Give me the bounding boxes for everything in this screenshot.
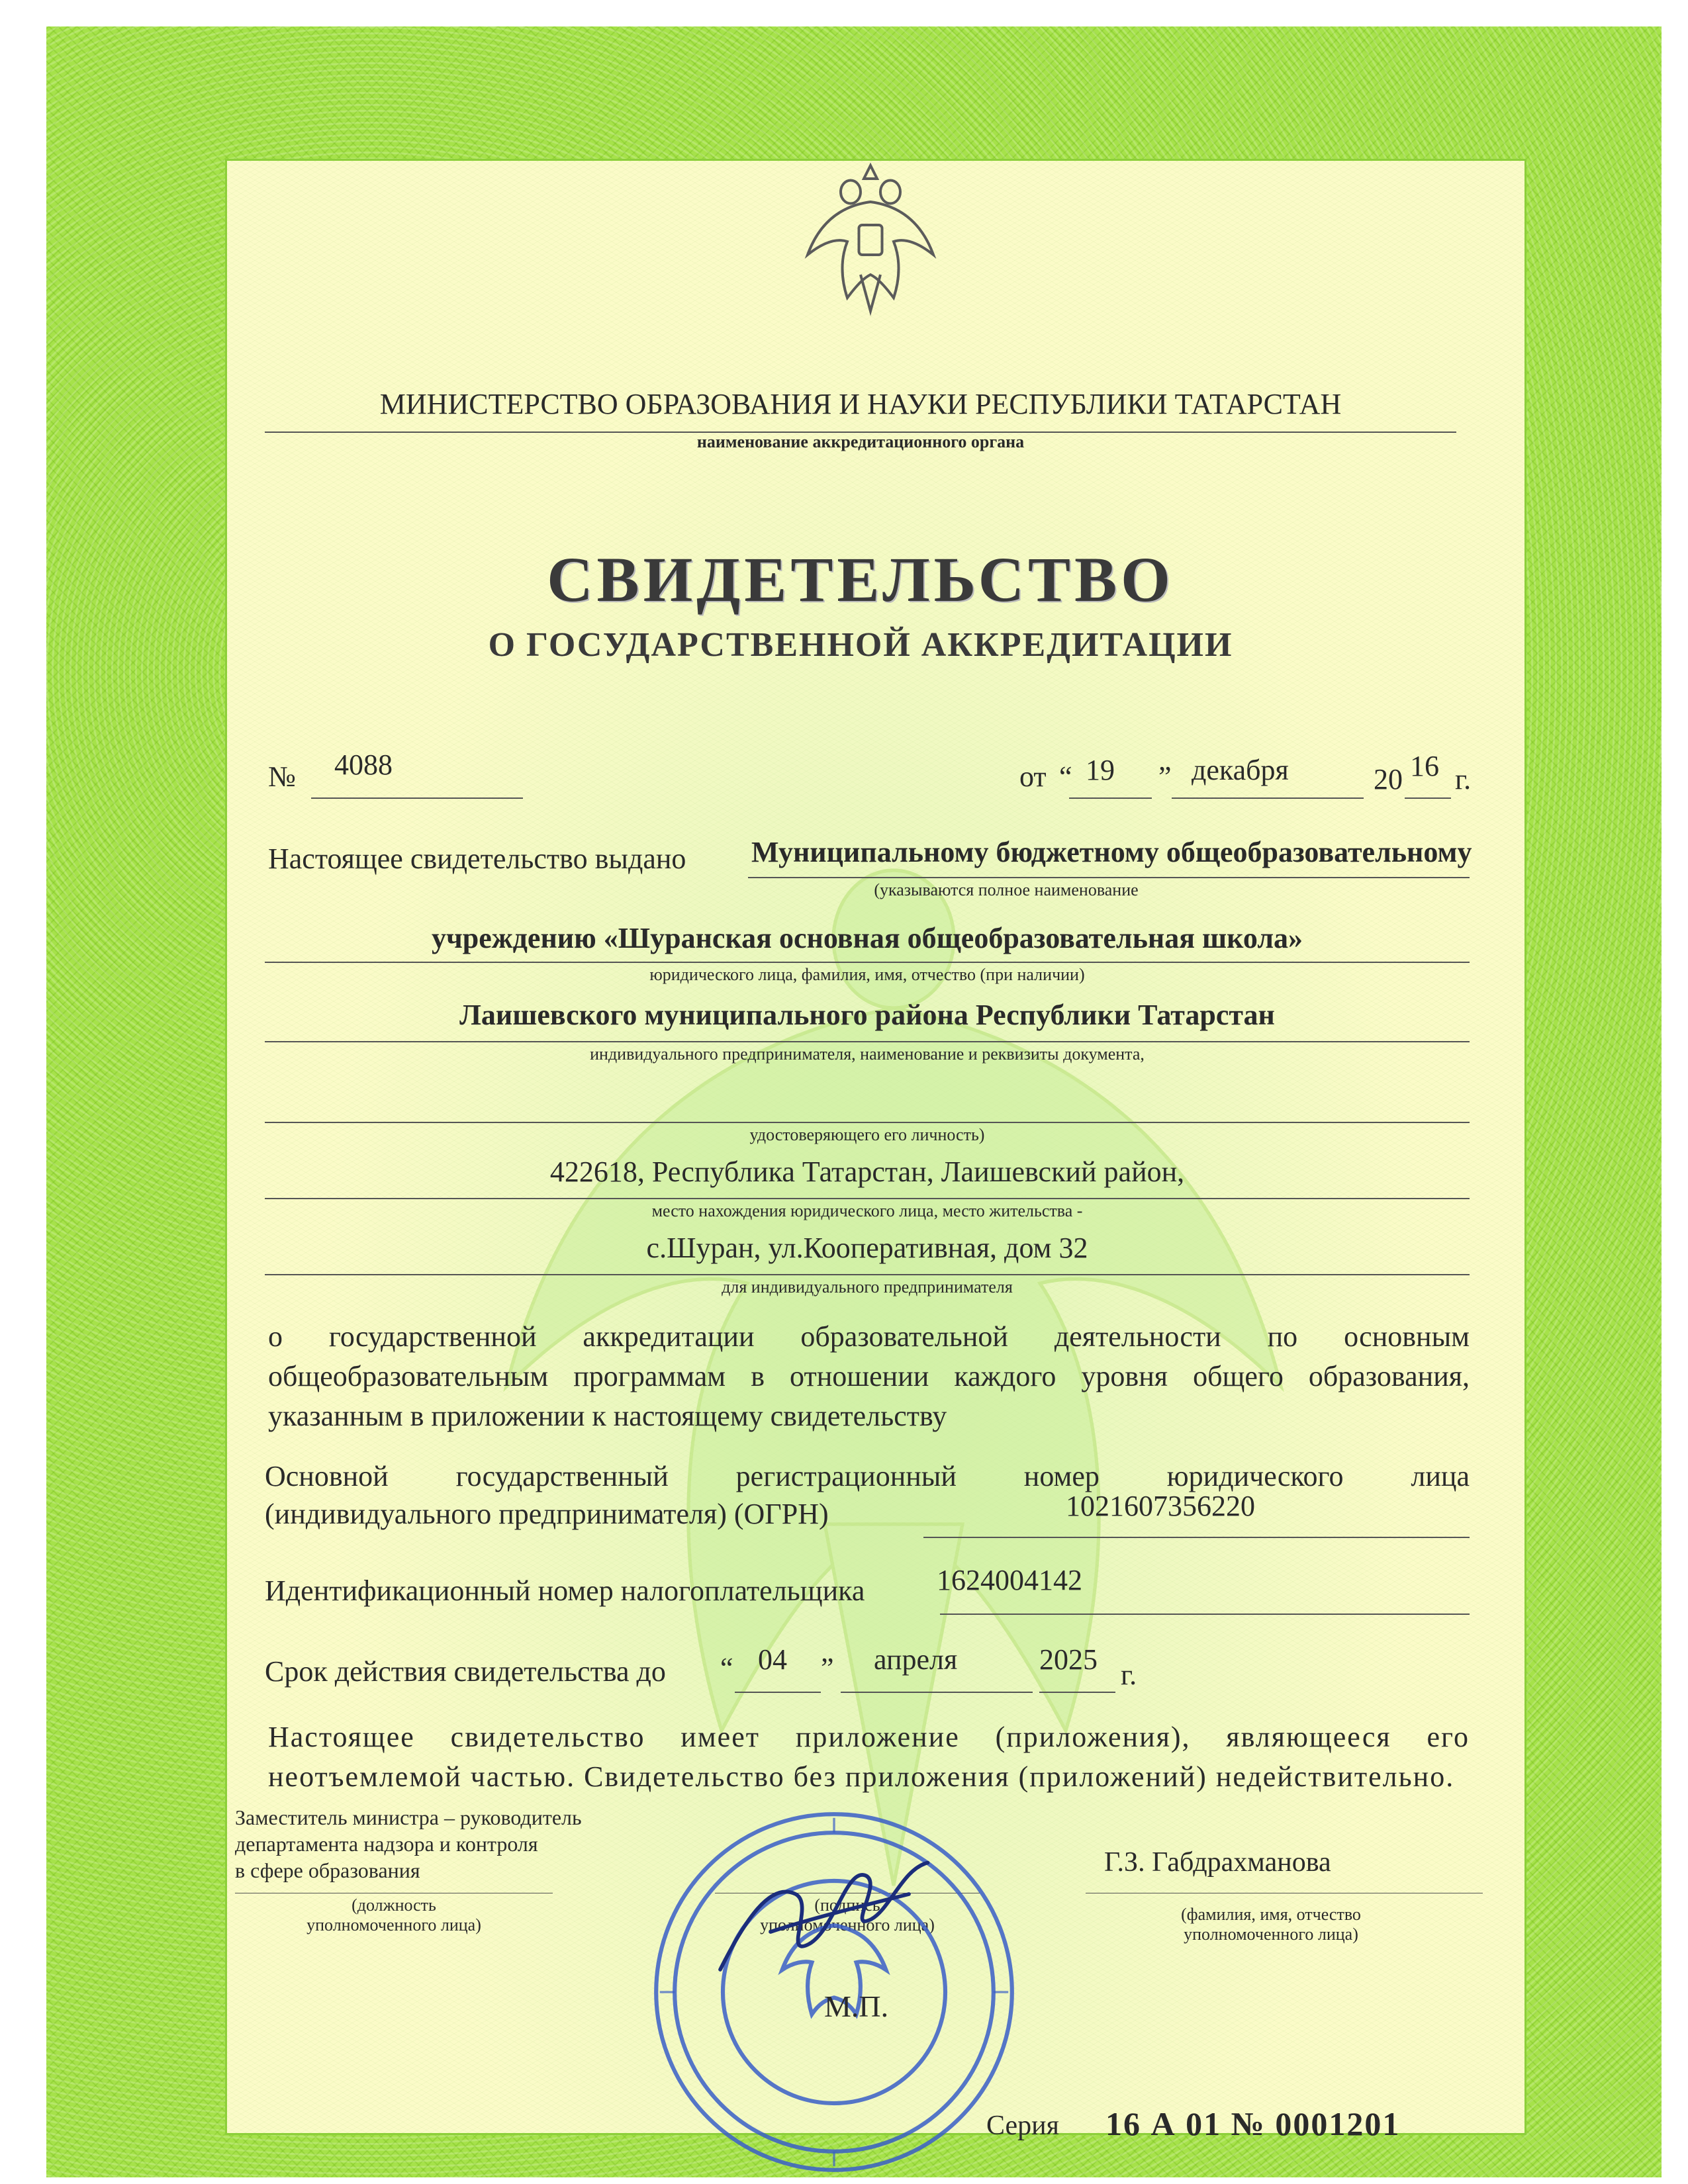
address-hint-2: для индивидуального предпринимателя: [722, 1277, 1013, 1297]
issued-hint-4: удостоверяющего его личность): [749, 1125, 985, 1144]
issued-underline-3: [265, 1041, 1470, 1042]
coat-of-arms-icon: [788, 152, 953, 318]
ogrn-label-line-1: Основной государственный регистрационный номер юридического лица: [265, 1460, 1470, 1492]
validity-open-quote: “: [720, 1652, 733, 1684]
date-year-suffix: 16: [1410, 750, 1439, 782]
position-line-2: департамента надзора и контроля: [235, 1832, 538, 1856]
validity-label: Срок действия свидетельства до: [265, 1655, 666, 1688]
number-label: №: [268, 760, 296, 793]
address-underline-1: [265, 1198, 1470, 1199]
date-day-underline: [1069, 797, 1152, 799]
inn-underline: [940, 1614, 1470, 1615]
signatory-name: Г.З. Габдрахманова: [1104, 1847, 1331, 1878]
certificate-subtitle: О ГОСУДАРСТВЕННОЙ АККРЕДИТАЦИИ: [488, 626, 1233, 664]
validity-month: апреля: [874, 1643, 958, 1676]
issued-underline-2: [265, 962, 1470, 963]
validity-suffix: г.: [1121, 1659, 1137, 1691]
issued-line-3: Лаишевского муниципального района Республики Татарстан: [459, 999, 1275, 1031]
date-prefix: от: [1019, 760, 1047, 793]
date-close-quote: ”: [1158, 760, 1172, 793]
date-day: 19: [1086, 754, 1115, 786]
series-number: 16 А 01 № 0001201: [1105, 2105, 1401, 2142]
series-label: Серия: [986, 2111, 1059, 2141]
address-line-1: 422618, Республика Татарстан, Лаишевский район,: [549, 1156, 1185, 1188]
issued-line-2: учреждению «Шуранская основная общеобразовательная школа»: [431, 922, 1303, 954]
address-hint-1: место нахождения юридического лица, место жительства -: [651, 1201, 1083, 1220]
issued-underline-4: [265, 1122, 1470, 1123]
validity-year-underline: [1039, 1692, 1115, 1693]
date-year-underline: [1405, 797, 1451, 799]
date-open-quote: “: [1059, 760, 1072, 793]
issued-hint-3: индивидуального предпринимателя, наименование и реквизиты документа,: [590, 1044, 1145, 1064]
signature-hint-line-1: (подпись: [814, 1895, 880, 1915]
issued-label: Настоящее свидетельство выдано: [268, 842, 686, 875]
certificate-number: 4088: [334, 749, 393, 781]
position-line-1: Заместитель министра – руководитель: [235, 1805, 582, 1829]
issued-hint-1: (указываются полное наименование: [874, 880, 1139, 899]
stamp-place-label: М.П.: [824, 1989, 889, 2023]
date-year-prefix: 20: [1374, 763, 1403, 796]
address-line-2: с.Шуран, ул.Кооперативная, дом 32: [646, 1232, 1088, 1264]
handwritten-signature-icon: [695, 1840, 947, 1999]
position-hint-line-1: (должность: [352, 1895, 436, 1915]
name-hint-line-1: (фамилия, имя, отчество: [1181, 1905, 1361, 1924]
ogrn-label-line-2: (индивидуального предпринимателя) (ОГРН): [265, 1498, 829, 1530]
issued-underline-1: [748, 877, 1470, 878]
issued-line-1: Муниципальному бюджетному общеобразовательному: [751, 836, 1472, 868]
validity-day: 04: [758, 1643, 787, 1676]
ogrn-value: 1021607356220: [1066, 1490, 1255, 1522]
date-suffix: г.: [1455, 763, 1472, 796]
date-month: декабря: [1192, 754, 1289, 786]
name-hint-line-2: уполномоченного лица): [1184, 1925, 1358, 1944]
address-underline-2: [265, 1274, 1470, 1275]
authority-hint: наименование аккредитационного органа: [696, 432, 1025, 451]
ogrn-underline: [923, 1537, 1470, 1538]
inn-label: Идентификационный номер налогоплательщика: [265, 1574, 865, 1607]
validity-day-underline: [735, 1692, 821, 1693]
appendix-note: Настоящее свидетельство имеет приложение (приложения), являющееся его неотъемлемой частью. Свидетельство без приложения (приложений) недействительно.: [268, 1721, 1470, 1793]
certificate-title: СВИДЕТЕЛЬСТВО: [547, 544, 1174, 615]
issued-hint-2: юридического лица, фамилия, имя, отчество (при наличии): [649, 965, 1085, 984]
signature-hint-line-2: уполномоченного лица): [760, 1915, 935, 1934]
position-line-3: в сфере образования: [235, 1858, 420, 1882]
inn-value: 1624004142: [937, 1564, 1082, 1596]
date-month-underline: [1172, 797, 1364, 799]
validity-month-underline: [841, 1692, 1033, 1693]
purpose-paragraph: о государственной аккредитации образовательной деятельности по основным общеобразовательным программам в отношении каждого уровня общего образования, указанным в приложении к настоящему свидетельству: [268, 1320, 1470, 1432]
validity-close-quote: ”: [821, 1652, 834, 1684]
authority-name: МИНИСТЕРСТВО ОБРАЗОВАНИЯ И НАУКИ РЕСПУБЛИКИ ТАТАРСТАН: [379, 388, 1342, 420]
number-underline: [311, 797, 523, 799]
position-hint-line-2: уполномоченного лица): [306, 1915, 481, 1934]
validity-year: 2025: [1039, 1643, 1098, 1676]
